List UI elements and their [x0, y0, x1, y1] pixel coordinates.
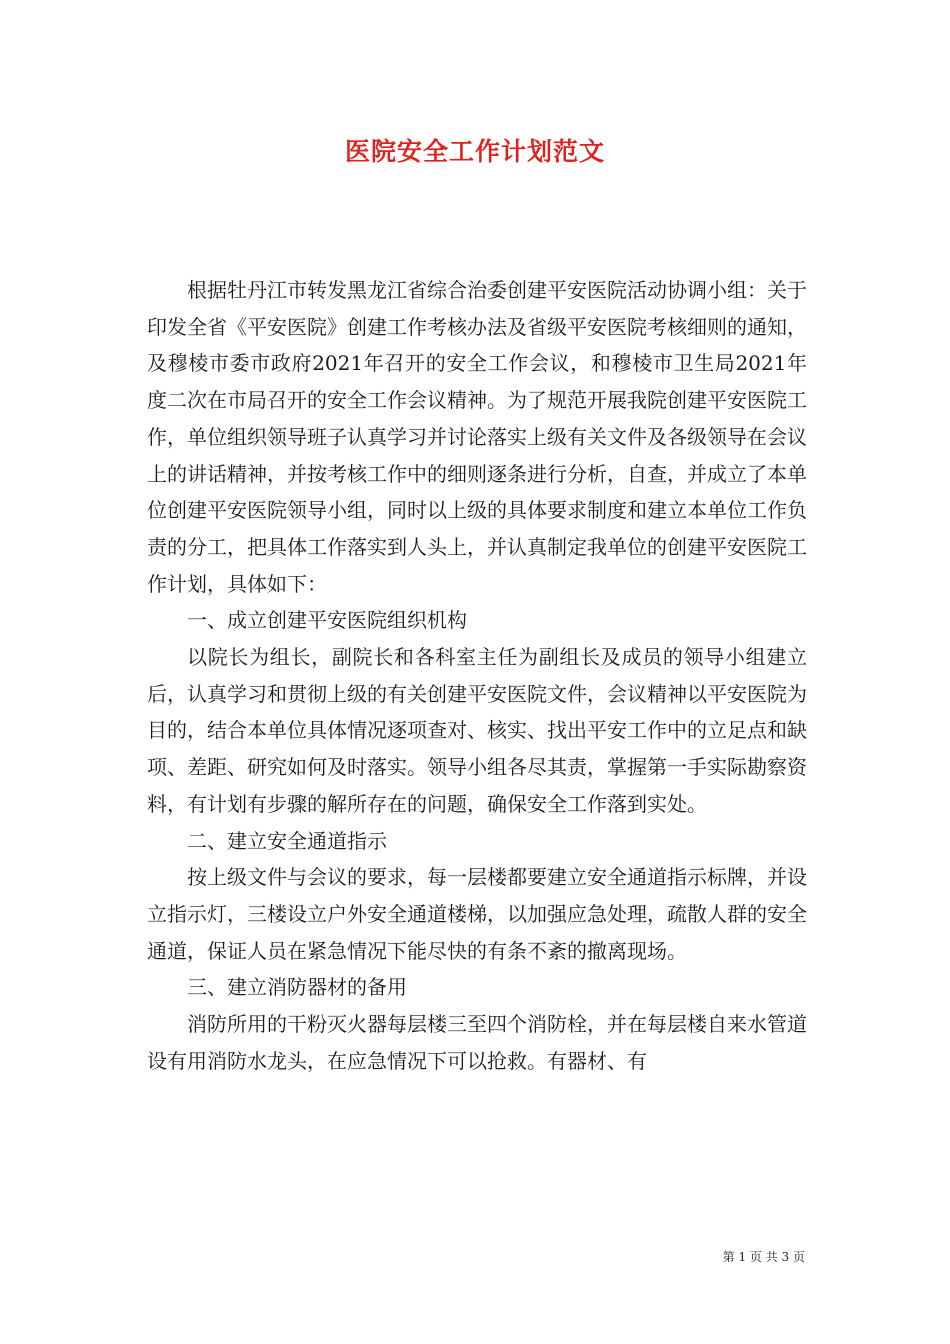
section-heading-2: 二、建立安全通道指示	[187, 828, 387, 853]
document-body	[147, 272, 807, 1079]
section-heading-1: 一、成立创建平安医院组织机构	[187, 608, 467, 633]
page-number-footer: 第 1 页 共 3 页	[722, 1250, 805, 1264]
section-heading-3: 三、建立消防器材的备用	[187, 975, 407, 1000]
intro-paragraph: 根据牡丹江市转发黑龙江省综合治委创建平安医院活动协调小组：关于印发全省《平安医院》创建工作考核办法及省级平安医院考核细则的通知，及穆棱市委市政府2021年召开的安全工作会议，和穆棱市卫生局2021年度二次在市局召开的安全工作会议精神。为了规范开展我院创建平安医院工作，单位组织领导班子认真学习并讨论落实上级有关文件及各级领导在会议上的讲话精神，并按考核工作中的细则逐条进行分析，自查，并成立了本单位创建平安医院领导小组，同时以上级的具体要求制度和建立本单位工作负责的分工，把具体工作落实到人头上，并认真制定我单位的创建平安医院工作计划，具体如下：	[147, 278, 807, 596]
section-paragraph-1: 以院长为组长，副院长和各科室主任为副组长及成员的领导小组建立后，认真学习和贯彻上级的有关创建平安医院文件，会议精神以平安医院为目的，结合本单位具体情况逐项查对、核实、找出平安工作中的立足点和缺项、差距、研究如何及时落实。领导小组各尽其责，掌握第一手实际勘察资料，有计划有步骤的解所存在的问题，确保安全工作落到实处。	[147, 645, 807, 816]
document-title: 医院安全工作计划范文	[344, 137, 605, 166]
section-paragraph-3: 消防所用的干粉灭火器每层楼三至四个消防栓，并在每层楼自来水管道设有用消防水龙头，在应急情况下可以抢救。有器材、有	[147, 1012, 807, 1073]
section-paragraph-2: 按上级文件与会议的要求，每一层楼都要建立安全通道指示标牌，并设立指示灯，三楼设立户外安全通道楼梯，以加强应急处理，疏散人群的安全通道，保证人员在紧急情况下能尽快的有条不紊的撤离现场。	[147, 865, 807, 963]
